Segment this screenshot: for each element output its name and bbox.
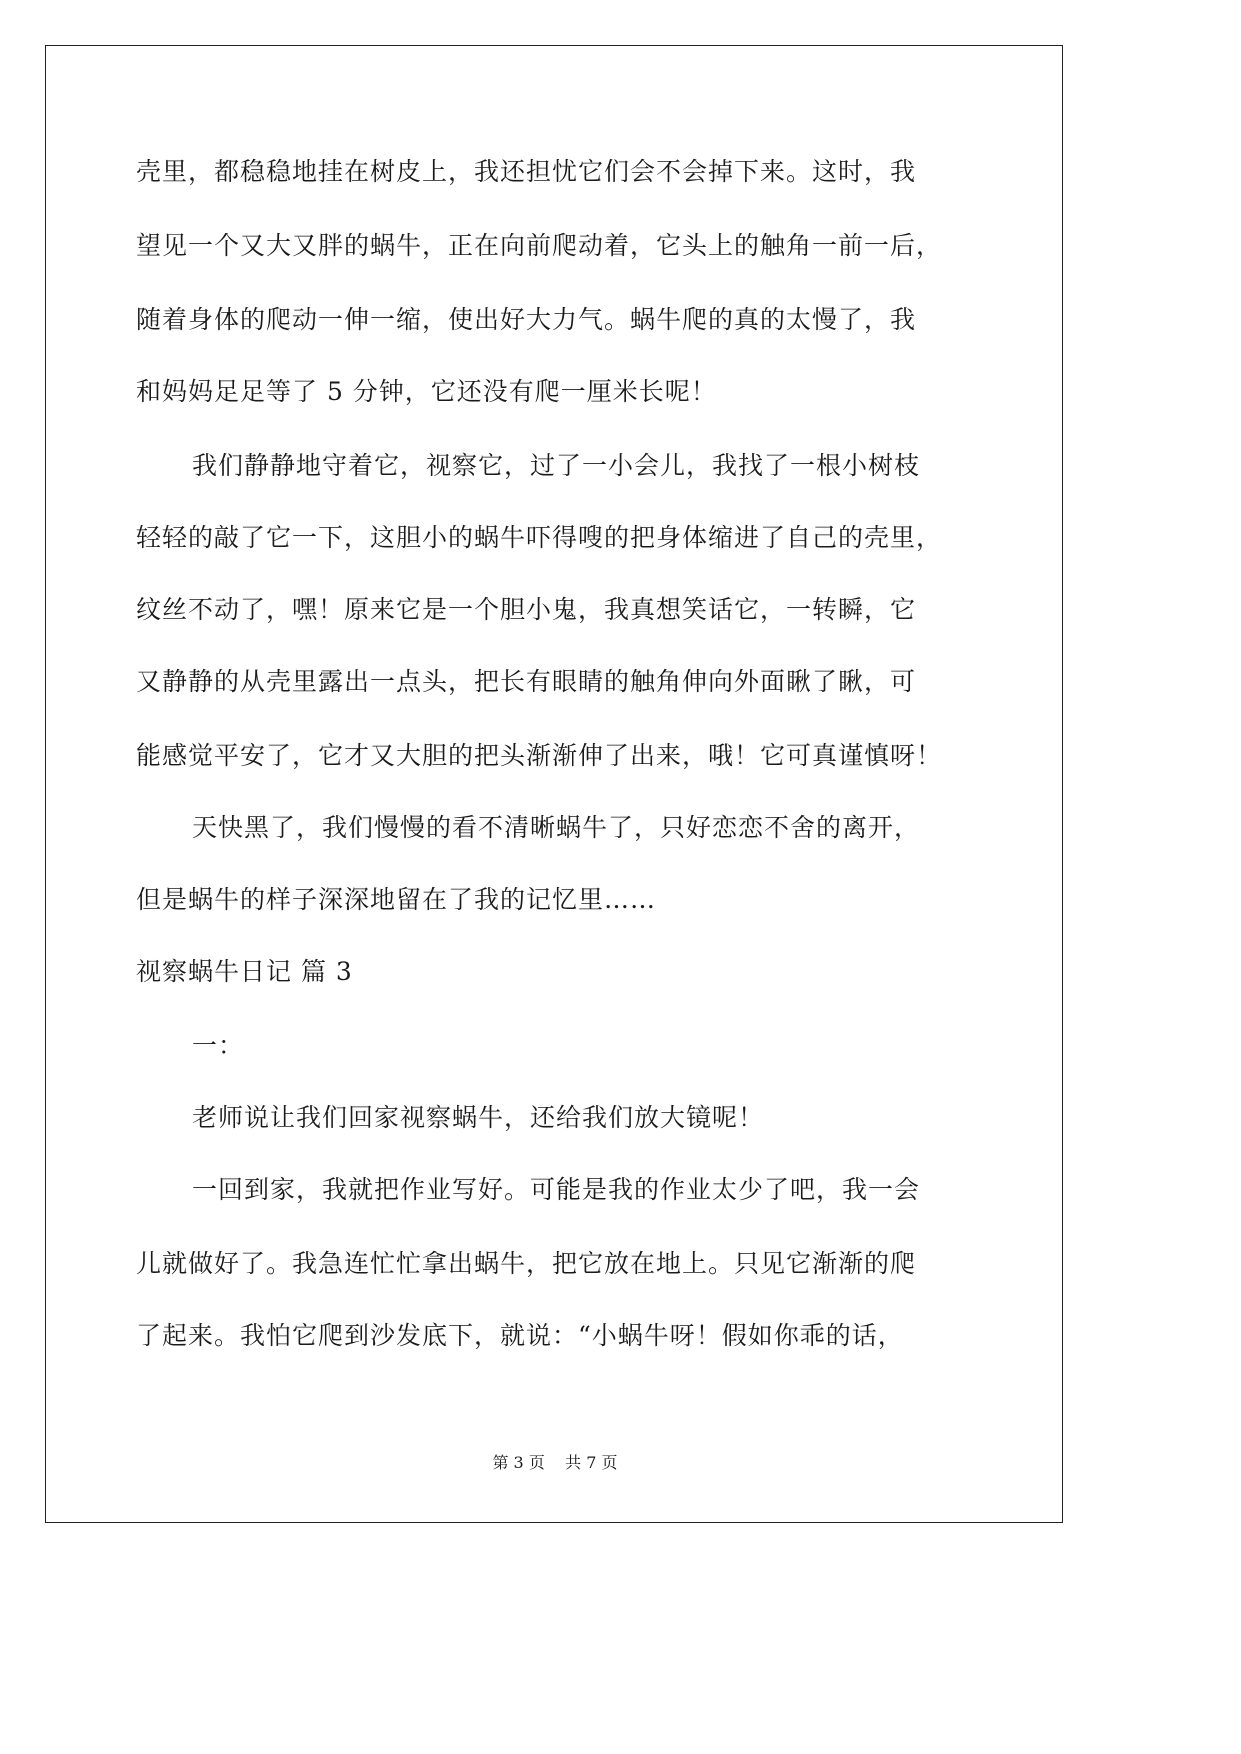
text-line: 天快黑了，我们慢慢的看不清晰蜗牛了，只好恋恋不舍的离开，: [192, 813, 921, 842]
text-line: 轻轻的敲了它一下，这胆小的蜗牛吓得嗖的把身体缩进了自己的壳里，: [136, 523, 943, 552]
text-line: 儿就做好了。我急连忙忙拿出蜗牛，把它放在地上。只见它渐渐的爬: [136, 1249, 917, 1278]
text-line: 我们静静地守着它，视察它，过了一小会儿，我找了一根小树枝: [192, 451, 921, 480]
text-line: 和妈妈足足等了 5 分钟，它还没有爬一厘米长呢！: [136, 377, 717, 406]
text-line: 老师说让我们回家视察蜗牛，还给我们放大镜呢！: [192, 1103, 765, 1132]
text-line: 望见一个又大又胖的蜗牛，正在向前爬动着，它头上的触角一前一后，: [136, 231, 943, 260]
text-line: 壳里，都稳稳地挂在树皮上，我还担忧它们会不会掉下来。这时，我: [136, 157, 917, 186]
text-line: 但是蜗牛的样子深深地留在了我的记忆里……: [136, 885, 657, 914]
text-line: 一回到家，我就把作业写好。可能是我的作业太少了吧，我一会: [192, 1175, 921, 1204]
text-line: 纹丝不动了，嘿！原来它是一个胆小鬼，我真想笑话它，一转瞬，它: [136, 595, 917, 624]
text-line: 又静静的从壳里露出一点头，把长有眼睛的触角伸向外面瞅了瞅，可: [136, 667, 917, 696]
text-line: 能感觉平安了，它才又大胆的把头渐渐伸了出来，哦！它可真谨慎呀！: [136, 741, 943, 770]
text-line: 随着身体的爬动一伸一缩，使出好大力气。蜗牛爬的真的太慢了，我: [136, 305, 917, 334]
text-line: 了起来。我怕它爬到沙发底下，就说：“小蜗牛呀！假如你乖的话，: [136, 1321, 904, 1350]
page-border: [45, 45, 1063, 1523]
text-line: 一：: [192, 1031, 245, 1060]
page-number-footer: 第 3 页 共 7 页: [492, 1453, 618, 1472]
section-heading: 视察蜗牛日记 篇 3: [136, 957, 353, 986]
